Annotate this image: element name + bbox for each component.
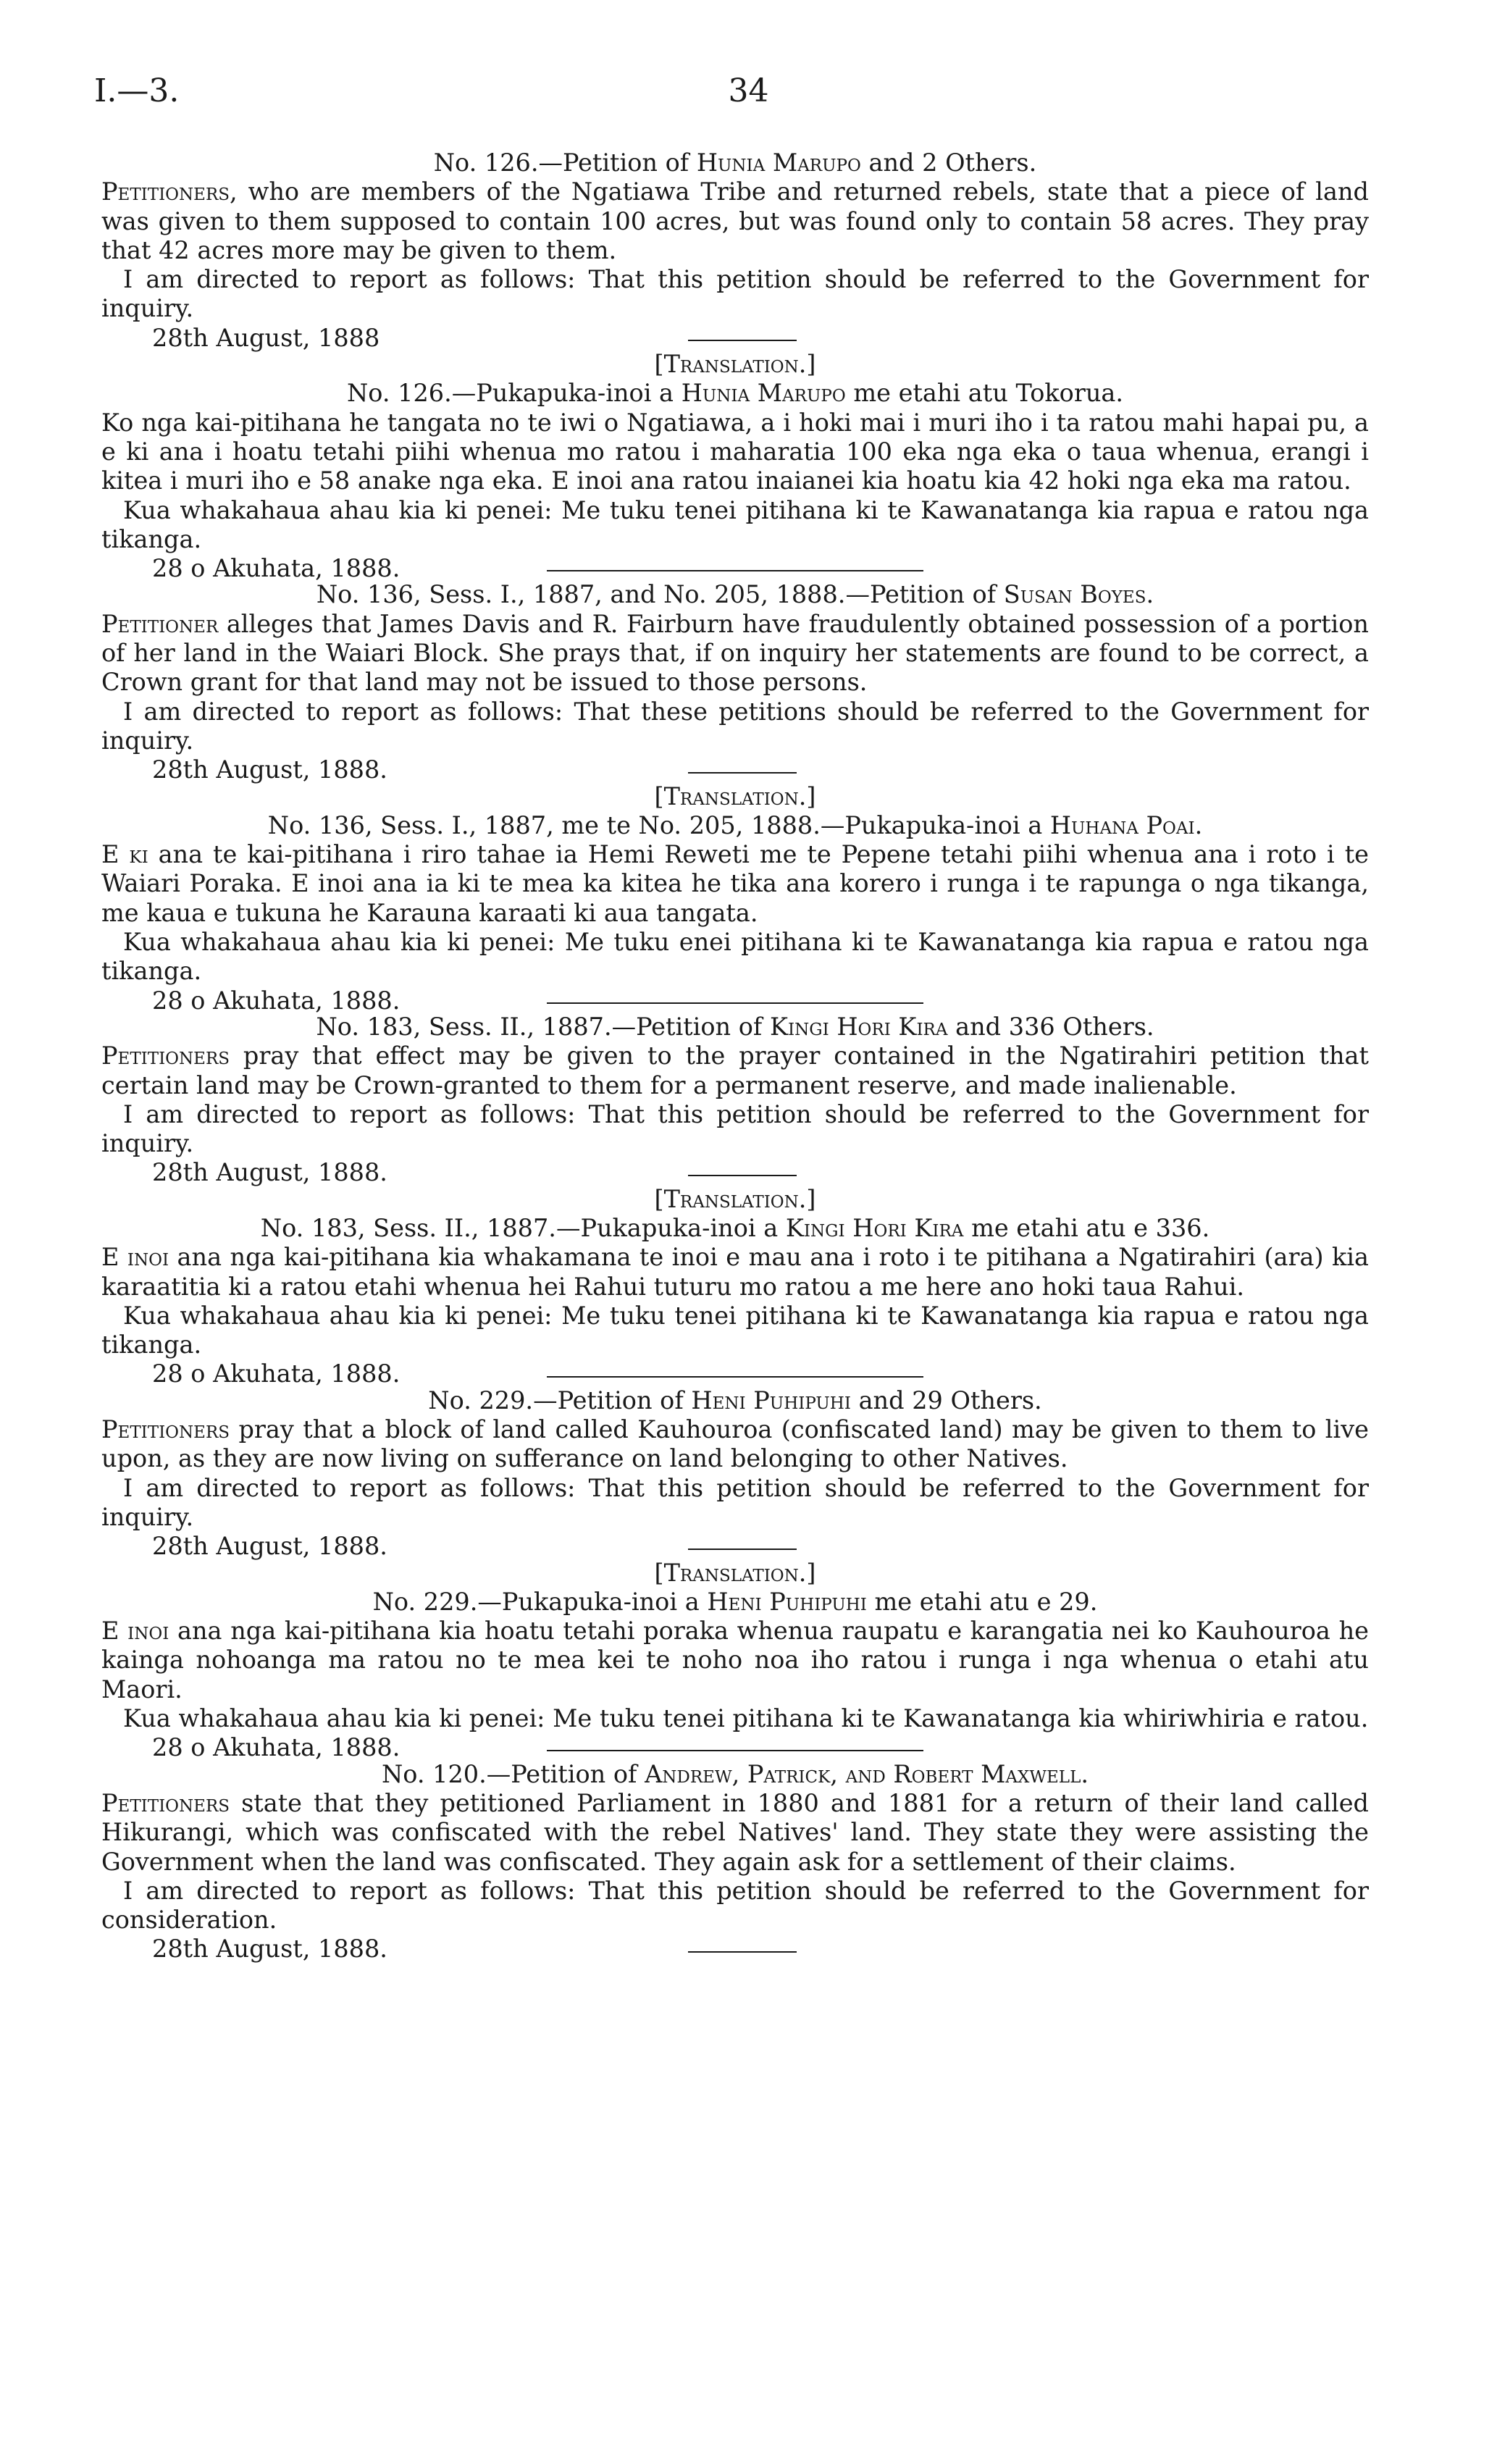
report-date: 28th August, 1888. <box>152 1935 387 1964</box>
section-divider <box>547 1002 923 1004</box>
translation-date: 28 o Akuhata, 1888. <box>152 1733 401 1762</box>
translation-title: No. 136, Sess. I., 1887, me te No. 205, 1888.—Pukapuka-inoi a Huhana Poai. <box>267 810 1203 839</box>
petition-body: Petitioners, who are members of the Ngatiawa Tribe and returned rebels, state that a piece of land was given to them supposed to contain 100 acres, but was found only to contain 58 acres. They pray that 42 acres more may be given to them. <box>101 177 1369 264</box>
petition-title: No. 183, Sess. II., 1887.—Petition of Kingi Hori Kira and 336 Others. <box>316 1012 1154 1041</box>
petition-body: Petitioners pray that effect may be given to the prayer contained in the Ngatirahiri petition that certain land may be Crown-granted to them for a permanent reserve, and made inalienable. <box>101 1042 1369 1099</box>
petition-report: I am directed to report as follows: That this petition should be referred to the Government for inquiry. <box>101 1099 1369 1158</box>
translation-body: E ki ana te kai-pitihana i riro tahae ia Hemi Reweti me te Pepene tetahi piihi whenua ana i roto i te Waiari Poraka. E inoi ana ia ki te mea ka kitea he tika ana korero i runga i te rapunga o nga tikanga, me kaua e tukuna he Karauna karaati ki aua tangata. <box>101 840 1369 927</box>
petition-title: No. 126.—Petition of Hunia Marupo and 2 Others. <box>433 148 1037 177</box>
translation-body: E inoi ana nga kai-pitihana kia whakamana te inoi e mau ana i roto i te pitihana a Ngatirahiri (ara) kia karaatitia ki a ratou etahi whenua hei Rahui tuturu mo ratou a me here ano hoki taua Rahui. <box>101 1243 1369 1301</box>
translation-date: 28 o Akuhata, 1888. <box>152 1359 401 1388</box>
petition-title: No. 229.—Petition of Heni Puhipuhi and 29 Others. <box>428 1386 1042 1415</box>
translation-body: E inoi ana nga kai-pitihana kia hoatu tetahi poraka whenua raupatu e karangatia nei ko Kauhouroa he kainga nohoanga ma ratou no te mea kei te noho noa iho ratou i runga i nga whenua o etahi atu Maori. <box>101 1617 1369 1704</box>
petition-report: I am directed to report as follows: That this petition should be referred to the Government for consideration. <box>101 1876 1369 1935</box>
translation-report: Kua whakahaua ahau kia ki penei: Me tuku tenei pitihana ki te Kawanatanga kia whiriwhiria e ratou. <box>123 1704 1369 1733</box>
translation-title: No. 126.—Pukapuka-inoi a Hunia Marupo me etahi atu Tokorua. <box>346 379 1124 408</box>
translation-date: 28 o Akuhata, 1888. <box>152 986 401 1015</box>
translation-date: 28 o Akuhata, 1888. <box>152 554 401 583</box>
petition-report: I am directed to report as follows: That this petition should be referred to the Government for inquiry. <box>101 265 1369 323</box>
report-date: 28th August, 1888. <box>152 1532 387 1561</box>
translation-title: No. 183, Sess. II., 1887.—Pukapuka-inoi a Kingi Hori Kira me etahi atu e 336. <box>260 1213 1210 1242</box>
translation-title: No. 229.—Pukapuka-inoi a Heni Puhipuhi me etahi atu e 29. <box>372 1587 1098 1616</box>
translation-report: Kua whakahaua ahau kia ki penei: Me tuku enei pitihana ki te Kawanatanga kia rapua e ratou nga tikanga. <box>101 928 1369 986</box>
translation-body: Ko nga kai-pitihana he tangata no te iwi o Ngatiawa, a i hoki mai i muri iho i ta ratou mahi hapai pu, a e ki ana i hoatu tetahi piihi whenua mo ratou i maharatia 100 eka nga eka o taua whenua, erangi i kitea i muri iho e 58 anake nga eka. E inoi ana ratou inaianei kia hoatu kia 42 hoki nga eka ma ratou. <box>101 408 1369 495</box>
petition-body: Petitioners pray that a block of land called Kauhouroa (confiscated land) may be given to them to live upon, as they are now living on sufferance on land belonging to other Natives. <box>101 1415 1369 1473</box>
separator-rule <box>688 1549 797 1550</box>
section-divider <box>547 1750 923 1751</box>
petition-body: Petitioner alleges that James Davis and R. Fairburn have fraudulently obtained possession of a portion of her land in the Waiari Block. She prays that, if on inquiry her statements are found to be correct, a Crown grant for that land may not be issued to those persons. <box>101 609 1369 697</box>
separator-rule <box>688 772 797 774</box>
translation-report: Kua whakahaua ahau kia ki penei: Me tuku tenei pitihana ki te Kawanatanga kia rapua e ratou nga tikanga. <box>101 1301 1369 1359</box>
separator-rule <box>688 1175 797 1176</box>
translation-label: [Translation.] <box>654 1558 816 1587</box>
section-divider <box>547 570 923 571</box>
document-reference: I.—3. <box>94 72 180 109</box>
translation-label: [Translation.] <box>654 1184 816 1213</box>
petition-body: Petitioners state that they petitioned Parliament in 1880 and 1881 for a return of their land called Hikurangi, which was confiscated with the rebel Natives' land. They state they were assisting the Government when the land was confiscated. They again ask for a settlement of their claims. <box>101 1788 1369 1876</box>
report-date: 28th August, 1888. <box>152 1158 387 1187</box>
report-date: 28th August, 1888 <box>152 323 380 352</box>
petition-report: I am directed to report as follows: That these petitions should be referred to the Government for inquiry. <box>101 697 1369 755</box>
petition-title: No. 136, Sess. I., 1887, and No. 205, 1888.—Petition of Susan Boyes. <box>316 580 1154 609</box>
translation-label: [Translation.] <box>654 781 816 810</box>
translation-label: [Translation.] <box>654 350 816 379</box>
page-number: 34 <box>728 72 769 109</box>
section-divider <box>547 1376 923 1378</box>
separator-rule <box>688 1951 797 1953</box>
petition-report: I am directed to report as follows: That this petition should be referred to the Government for inquiry. <box>101 1473 1369 1531</box>
page-content <box>101 148 1369 1964</box>
separator-rule <box>688 340 797 341</box>
petition-title: No. 120.—Petition of Andrew, Patrick, and Robert Maxwell. <box>381 1759 1089 1788</box>
translation-report: Kua whakahaua ahau kia ki penei: Me tuku tenei pitihana ki te Kawanatanga kia rapua e ratou nga tikanga. <box>101 495 1369 553</box>
report-date: 28th August, 1888. <box>152 755 387 784</box>
